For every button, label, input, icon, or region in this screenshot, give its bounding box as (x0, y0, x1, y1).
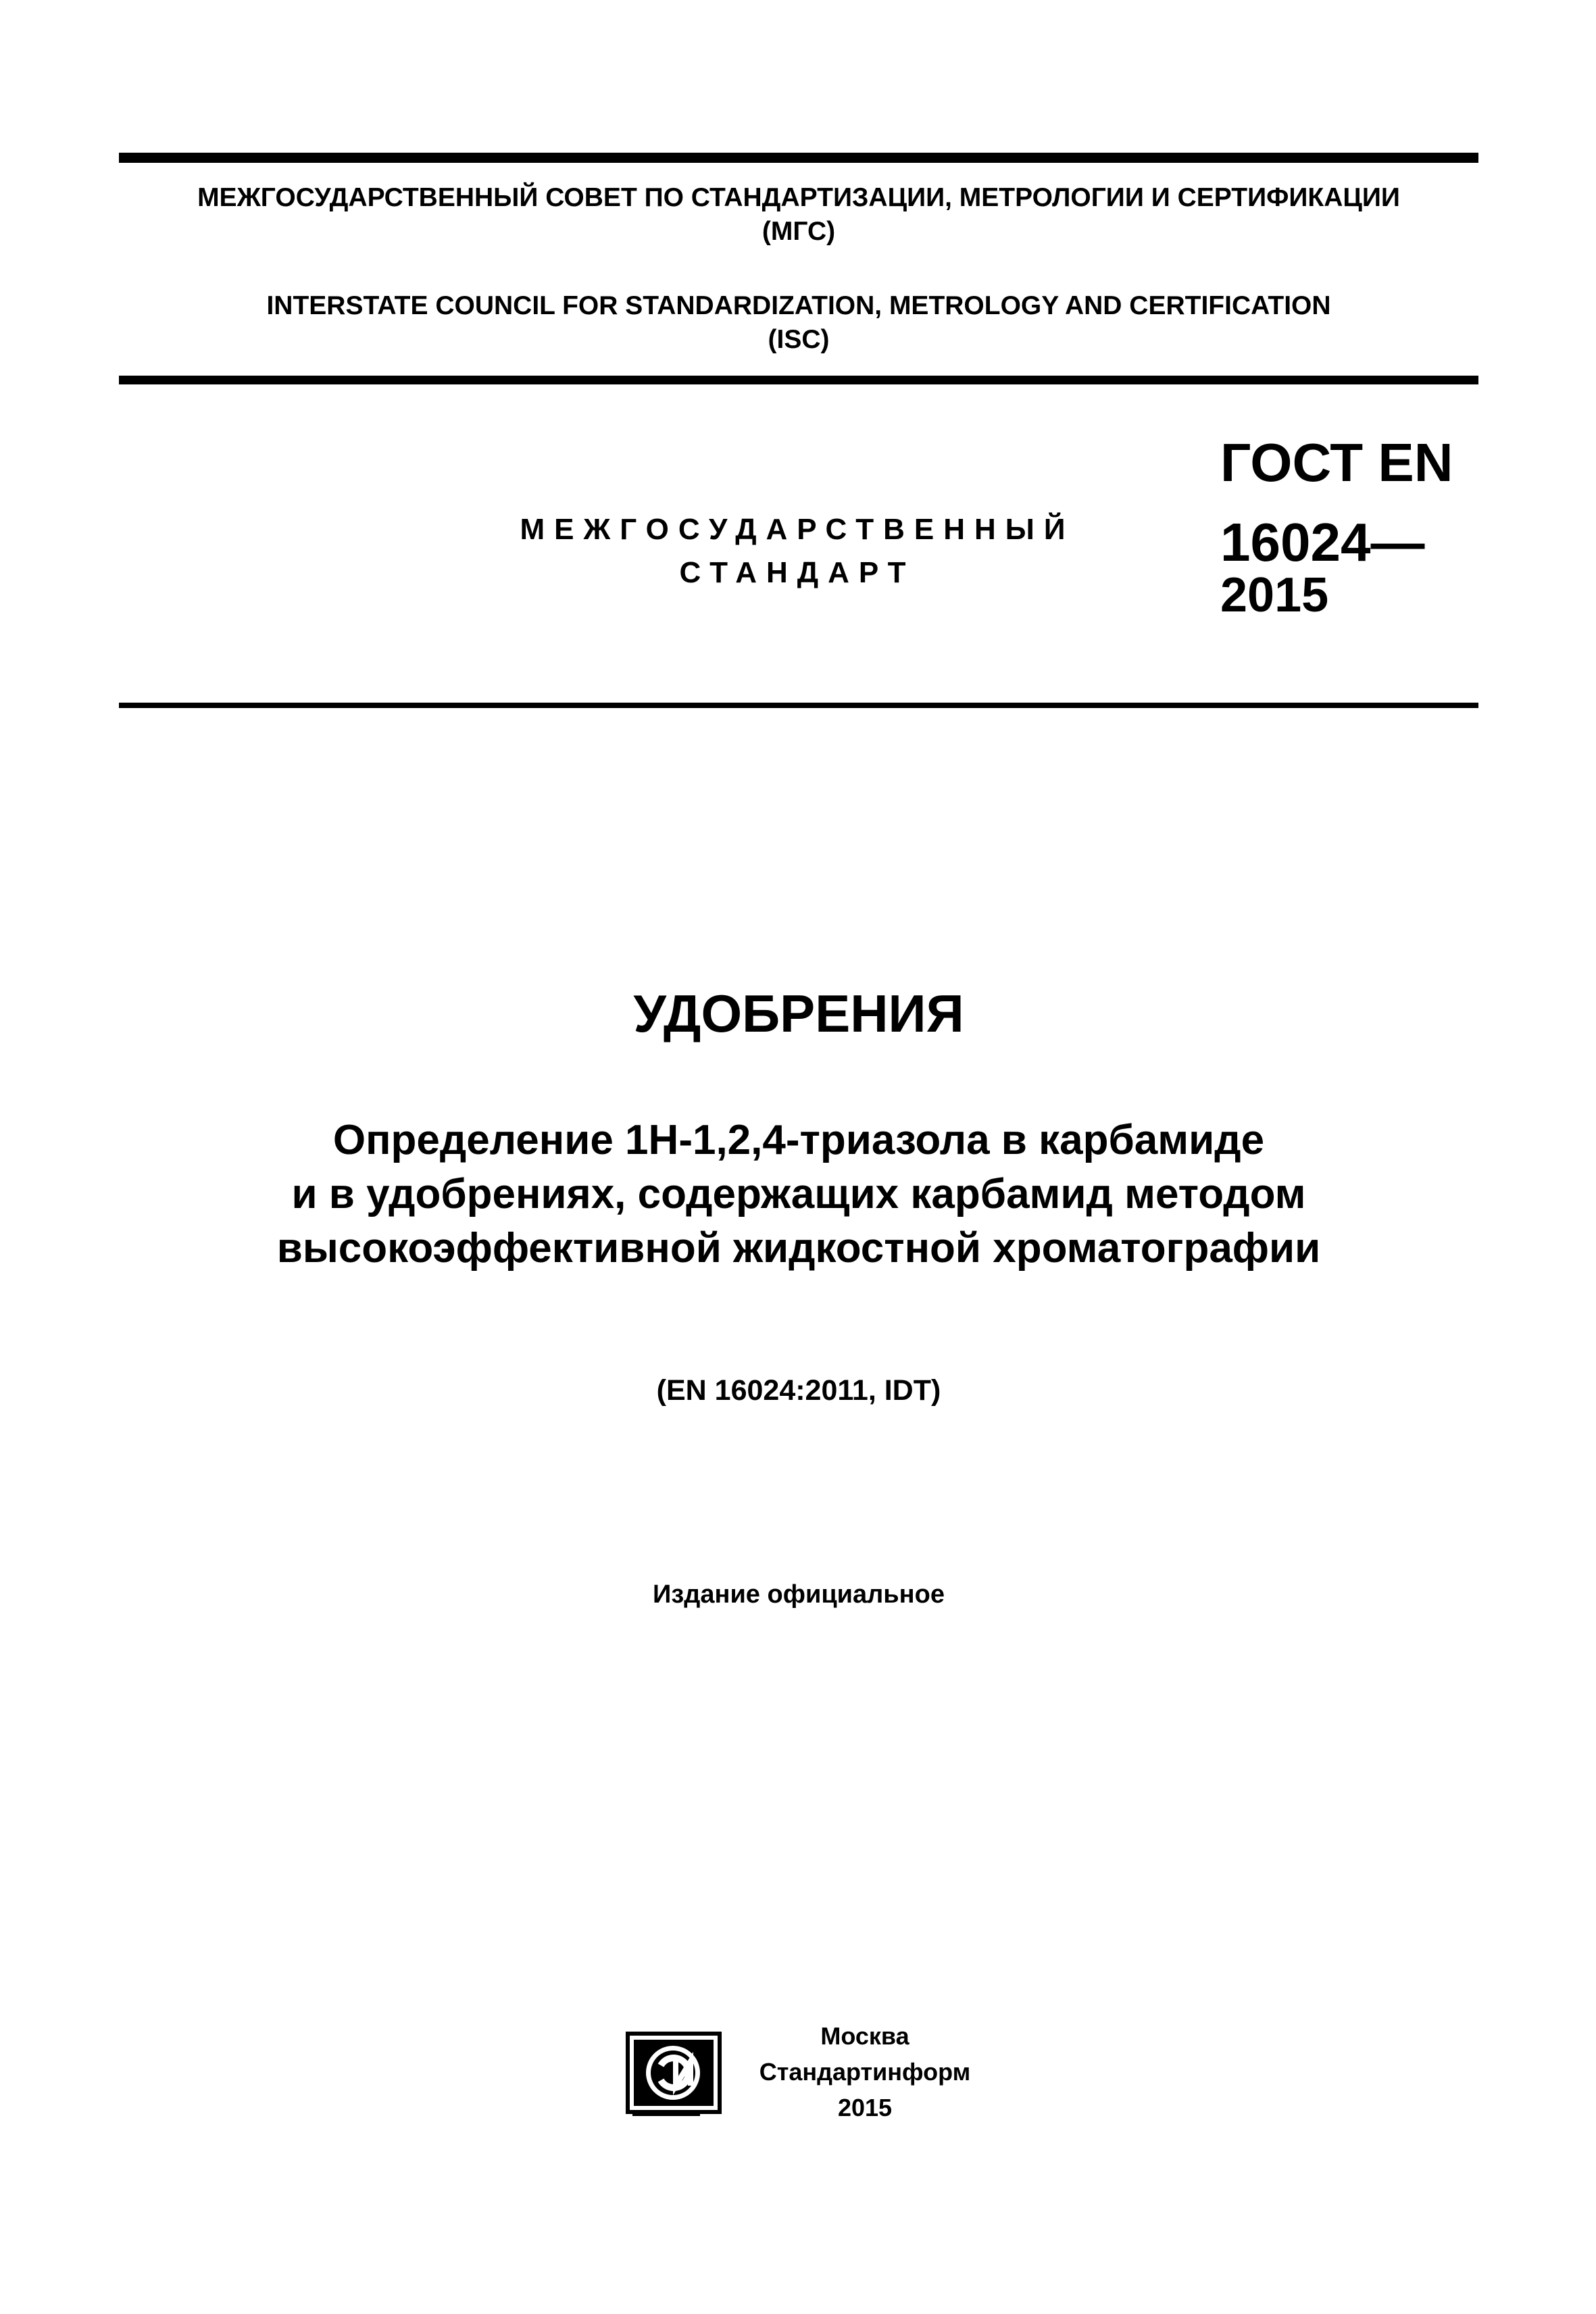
council-name-ru: МЕЖГОСУДАРСТВЕННЫЙ СОВЕТ ПО СТАНДАРТИЗАЦИИ, МЕТРОЛОГИИ И СЕРТИФИКАЦИИ (197, 183, 1400, 212)
council-abbr-en: (ISC) (768, 325, 830, 354)
publication-year: 2015 (837, 2094, 893, 2121)
edition-note: Издание официальное (653, 1580, 945, 1609)
reference-standard: (EN 16024:2011, IDT) (656, 1374, 941, 1407)
standard-kind-line1: МЕЖГОСУДАРСТВЕННЫЙ (520, 513, 1075, 546)
top-rule (119, 153, 1478, 163)
bottom-rule (119, 703, 1478, 708)
standartinform-logo-icon (626, 2032, 726, 2122)
middle-rule (119, 376, 1478, 384)
publisher-name: Стандартинформ (759, 2058, 971, 2086)
council-name-en: INTERSTATE COUNCIL FOR STANDARDIZATION, METROLOGY AND CERTIFICATION (266, 291, 1331, 320)
designation-line3: 2015 (1220, 568, 1329, 622)
document-title: УДОБРЕНИЯ (633, 984, 964, 1043)
standard-kind-line2: СТАНДАРТ (679, 556, 916, 589)
document-subtitle-line1: Определение 1Н-1,2,4-триазола в карбамиде (332, 1117, 1265, 1163)
publisher-city: Москва (820, 2022, 909, 2050)
designation-line1: ГОСТ EN (1220, 432, 1453, 493)
document-subtitle-line2: и в удобрениях, содержащих карбамид методом (291, 1171, 1306, 1217)
designation-line2: 16024— (1220, 512, 1425, 572)
document-subtitle-line3: высокоэффективной жидкостной хроматографии (276, 1225, 1321, 1272)
council-abbr-ru: (МГС) (762, 217, 836, 246)
